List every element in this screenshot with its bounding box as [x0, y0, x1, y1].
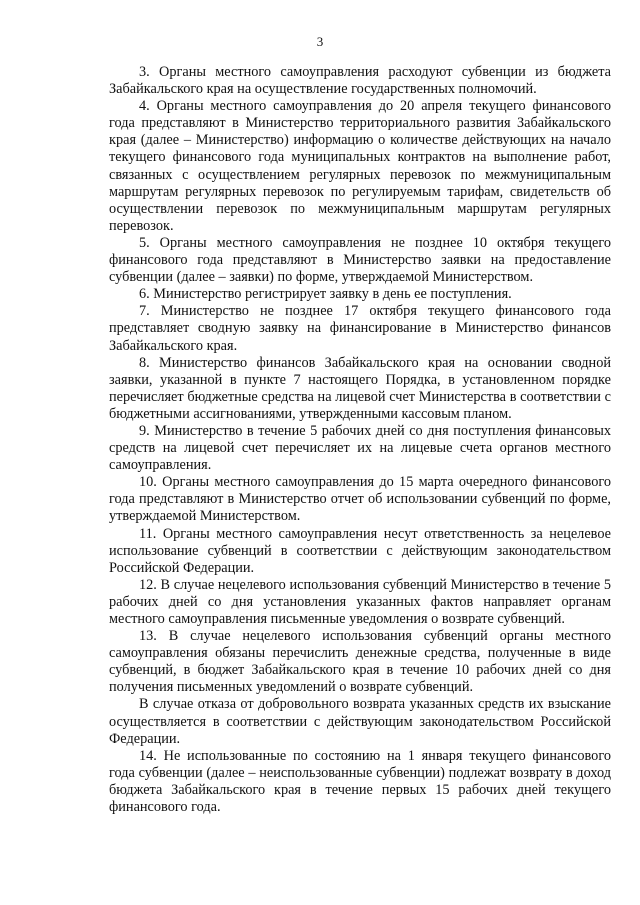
paragraph-9: 9. Министерство в течение 5 рабочих дней со дня поступления финансовых средств на лицевой счет перечисляет их на лицевые счета органов местного самоуправления.	[109, 422, 611, 474]
paragraph-13: 13. В случае нецелевого использования субвенций органы местного самоуправления обязаны перечислить денежные средства, полученные в виде субвенций, в бюджет Забайкальского края в течение 10 рабочих дней со дня получения письменных уведомлений о возврате субвенций.	[109, 628, 611, 696]
paragraph-13-refusal: В случае отказа от добровольного возврата указанных средств их взыскание осуществляется в соответствии с действующим законодательством Российской Федерации.	[109, 696, 611, 747]
paragraph-7: 7. Министерство не позднее 17 октября текущего финансового года представляет сводную заявку на финансирование в Министерство финансов Забайкальского края.	[109, 303, 611, 354]
document-body	[109, 64, 611, 816]
paragraph-5: 5. Органы местного самоуправления не позднее 10 октября текущего финансового года представляют в Министерство заявки на предоставление субвенции (далее – заявки) по форме, утверждаемой Министерством.	[109, 234, 611, 286]
paragraph-6: 6. Министерство регистрирует заявку в день ее поступления.	[139, 286, 512, 303]
page-number: 3	[316, 34, 324, 49]
paragraph-11: 11. Органы местного самоуправления несут ответственность за нецелевое использование субвенций в соответствии с действующим законодательством Российской Федерации.	[109, 525, 611, 576]
paragraph-14: 14. Не использованные по состоянию на 1 января текущего финансового года субвенции (далее – неиспользованные субвенции) подлежат возврату в доход бюджета Забайкальского края в течение первых 15 рабочих дней текущего финансового года.	[109, 747, 611, 816]
paragraph-3: 3. Органы местного самоуправления расходуют субвенции из бюджета Забайкальского края на осуществление государственных полномочий.	[109, 64, 611, 98]
paragraph-10: 10. Органы местного самоуправления до 15 марта очередного финансового года представляют в Министерство отчет об использовании субвенций по форме, утверждаемой Министерством.	[109, 474, 611, 525]
paragraph-8: 8. Министерство финансов Забайкальского края на основании сводной заявки, указанной в пункте 7 настоящего Порядка, в установленном порядке перечисляет бюджетные средства на лицевой счет Министерства в соответствии с бюджетными ассигнованиями, утвержденными кассовым планом.	[109, 354, 611, 422]
paragraph-12: 12. В случае нецелевого использования субвенций Министерство в течение 5 рабочих дней со дня установления указанных фактов направляет органам местного самоуправления письменные уведомления о возврате субвенций.	[109, 576, 611, 627]
paragraph-4: 4. Органы местного самоуправления до 20 апреля текущего финансового года представляют в Министерство территориального развития Забайкальского края (далее – Министерство) информацию о количестве действующих на начало текущего финансового года муниципальных контрактов на выполнение работ, связанных с осуществлением регулярных перевозок по межмуниципальным маршрутам регулярных перевозок по регулируемым тарифам, свидетельств об осуществлении перевозок по межмуниципальным маршрутам регулярных перевозок.	[109, 98, 611, 234]
